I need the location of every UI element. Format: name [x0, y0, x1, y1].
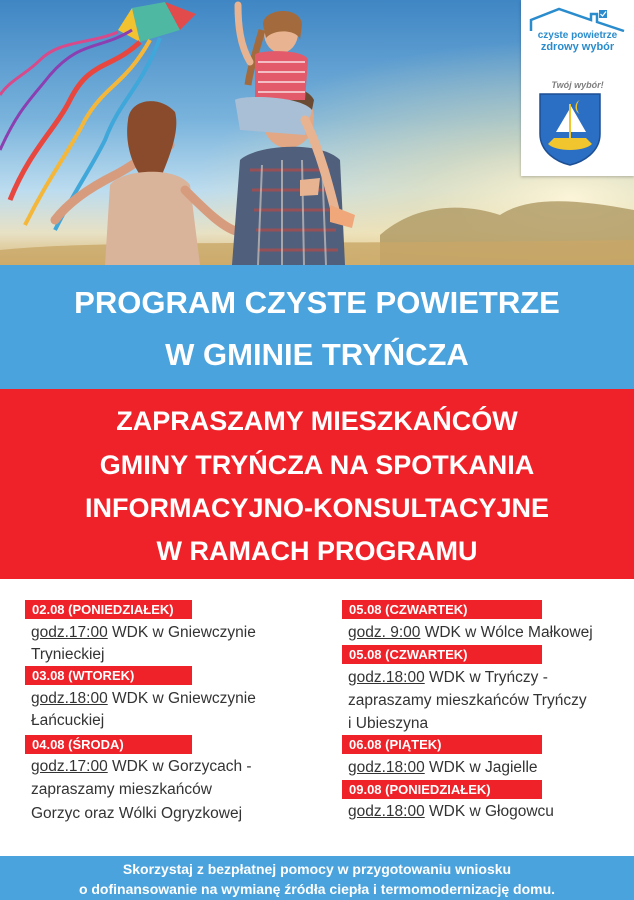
- invite-line3: INFORMACYJNO-KONSULTACYJNE: [84, 493, 549, 523]
- event-time: godz.18:00: [31, 690, 108, 707]
- event-text: WDK w Głogowcu: [424, 803, 554, 820]
- event-line: [348, 622, 593, 644]
- date-tag: 02.08 (PONIEDZIAŁEK): [25, 600, 192, 619]
- event-text: WDK w Gniewczynie: [107, 690, 256, 707]
- event-time: godz.18:00: [348, 803, 425, 820]
- coat-of-arms-icon: [538, 92, 602, 167]
- event-time: godz.18:00: [348, 759, 425, 776]
- event-text: WDK w Tryńczy -: [424, 669, 548, 686]
- event-line: i Ubieszyna: [348, 715, 429, 732]
- page-title-line2: W GMINIE TRYŃCZA: [165, 337, 469, 372]
- invite-line2: GMINY TRYŃCZA NA SPOTKANIA: [99, 450, 535, 480]
- date-tag: 06.08 (PIĄTEK): [342, 735, 542, 754]
- event-text: WDK w Jagielle: [424, 759, 538, 776]
- logo-slogan: Twój wybór!: [551, 80, 604, 90]
- invite-band: [0, 389, 634, 579]
- event-line: [348, 757, 538, 779]
- event-line: [31, 622, 256, 644]
- event-line: Gorzyc oraz Wólki Ogryzkowej: [31, 805, 243, 822]
- title-band: [0, 265, 634, 389]
- invite-line1: ZAPRASZAMY MIESZKAŃCÓW: [116, 406, 518, 436]
- date-tag: 03.08 (WTOREK): [25, 666, 192, 685]
- event-line: Trynieckiej: [31, 646, 105, 663]
- event-text: WDK w Wólce Małkowej: [420, 624, 593, 641]
- event-text: WDK w Gniewczynie: [107, 624, 256, 641]
- event-text: WDK w Gorzycach -: [107, 758, 252, 775]
- page-title-line1: PROGRAM CZYSTE POWIETRZE: [74, 285, 560, 320]
- event-line: [31, 756, 252, 778]
- event-line: [348, 667, 548, 689]
- event-time: godz.18:00: [348, 669, 425, 686]
- event-line: Łańcuckiej: [31, 712, 105, 729]
- logo-text-line2: zdrowy wybór: [540, 41, 615, 53]
- date-tag: 09.08 (PONIEDZIAŁEK): [342, 780, 542, 799]
- footer-line2: o dofinansowanie na wymianę źródła ciepła i termomodernizację domu.: [78, 881, 556, 897]
- date-tag: 05.08 (CZWARTEK): [342, 645, 542, 664]
- invite-line4: W RAMACH PROGRAMU: [156, 536, 478, 566]
- footer-line1: Skorzystaj z bezpłatnej pomocy w przygotowaniu wniosku: [122, 861, 512, 877]
- event-time: godz. 9:00: [348, 624, 421, 641]
- house-logo-icon: [529, 6, 626, 32]
- event-time: godz.17:00: [31, 624, 108, 641]
- event-line: zapraszamy mieszkańców: [31, 781, 212, 798]
- event-line: [31, 688, 256, 710]
- event-time: godz.17:00: [31, 758, 108, 775]
- logo-text-line1: czyste powietrze: [537, 30, 618, 41]
- footer-band: [0, 856, 634, 900]
- date-tag: 04.08 (ŚRODA): [25, 735, 192, 754]
- event-line: zapraszamy mieszkańców Tryńczy: [348, 692, 587, 709]
- event-line: [348, 801, 554, 823]
- date-tag: 05.08 (CZWARTEK): [342, 600, 542, 619]
